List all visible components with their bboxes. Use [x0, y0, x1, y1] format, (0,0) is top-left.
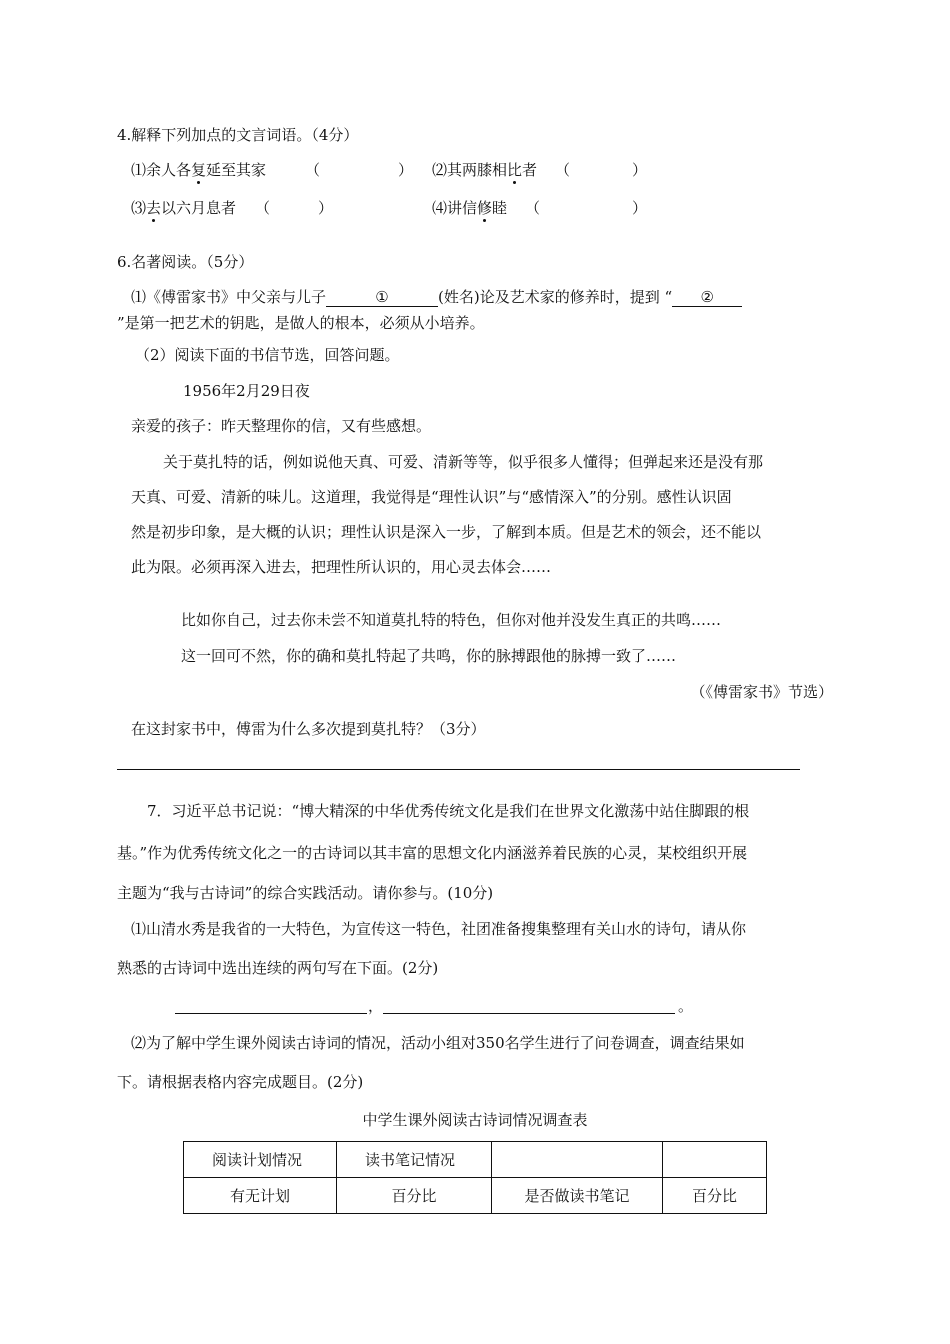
q6-part1-line2: ”是第一把艺术的钥匙，是做人的根本，必须从小培养。 — [117, 314, 485, 332]
table-cell: 百分比 — [337, 1178, 492, 1214]
q4-heading: 4.解释下列加点的文言词语。（4分） — [117, 126, 359, 144]
table-cell: 是否做读书笔记 — [492, 1178, 663, 1214]
q7-sub1-line: 熟悉的古诗词中选出连续的两句写在下面。(2分) — [117, 959, 439, 977]
q6-part2-prompt: （2）阅读下面的书信节选，回答问题。 — [135, 346, 400, 364]
letter-line: 天真、可爱、清新的味儿。这道理，我觉得是“理性认识”与“感情深入”的分别。感性认识固 — [131, 488, 732, 506]
q7-intro-line: 7．习近平总书记说：“博大精深的中华优秀传统文化是我们在世界文化激荡中站住脚跟的根 — [147, 802, 750, 820]
table-cell[interactable] — [663, 1142, 767, 1178]
q6-part1-line1: ⑴《傅雷家书》中父亲与儿子 ① (姓名)论及艺术家的修养时，提到 “ ② — [131, 287, 742, 307]
q4-item-1: ⑴余人各复延至其家 — [131, 161, 267, 179]
q6-question: 在这封家书中，傅雷为什么多次提到莫扎特？（3分） — [131, 720, 486, 738]
q4-item-4-paren-open: （ — [525, 199, 541, 217]
q4-item-2-paren-open: （ — [555, 161, 571, 179]
letter-para-3: 这一回可不然，你的确和莫扎特起了共鸣，你的脉搏跟他的脉搏一致了…… — [181, 647, 677, 665]
q7-intro-line: 基。”作为优秀传统文化之一的古诗词以其丰富的思想文化内涵滋养着民族的心灵，某校组织开展 — [117, 844, 748, 862]
answer-blank-1[interactable]: ① — [326, 288, 438, 307]
q4-item-4-paren-close: ） — [632, 199, 648, 217]
letter-greeting: 亲爱的孩子：昨天整理你的信，又有些感想。 — [131, 417, 432, 435]
q7-sub2-line: ⑵为了解中学生课外阅读古诗词的情况，活动小组对350名学生进行了问卷调查，调查结果如 — [131, 1034, 745, 1052]
emphasis-dot-char: 复 — [191, 161, 207, 179]
letter-line: 此为限。必须再深入进去，把理性所认识的，用心灵去体会…… — [131, 558, 552, 576]
emphasis-dot-char: 比 — [507, 161, 523, 179]
table-row — [184, 1178, 767, 1214]
answer-line-q6[interactable] — [117, 769, 800, 770]
q4-item-3: ⑶去以六月息者 — [131, 199, 237, 217]
q7-intro-line: 主题为“我与古诗词”的综合实践活动。请你参与。(10分) — [117, 884, 494, 902]
answer-blank-2[interactable]: ② — [672, 288, 742, 307]
q4-item-3-paren-close: ） — [318, 199, 334, 217]
q7-sub1-line: ⑴山清水秀是我省的一大特色，为宣传这一特色，社团准备搜集整理有关山水的诗句，请从你 — [131, 920, 747, 938]
q4-item-2-paren-close: ） — [632, 161, 648, 179]
period: 。 — [678, 997, 694, 1015]
q4-item-2: ⑵其两膝相比者 — [432, 161, 538, 179]
emphasis-dot-char: 去 — [146, 199, 162, 217]
letter-para-2: 比如你自己，过去你未尝不知道莫扎特的特色，但你对他并没发生真正的共鸣…… — [181, 611, 722, 629]
q7-sub2-line: 下。请根据表格内容完成题目。(2分) — [117, 1073, 364, 1091]
emphasis-dot-char: 修 — [477, 199, 493, 217]
letter-line: 然是初步印象，是大概的认识；理性认识是深入一步，了解到本质。但是艺术的领会，还不能以 — [131, 523, 762, 541]
survey-table — [183, 1141, 767, 1214]
letter-source: （《傅雷家书》节选） — [690, 683, 833, 701]
table-cell: 有无计划 — [184, 1178, 337, 1214]
comma: ， — [368, 997, 384, 1015]
q4-item-3-paren-open: （ — [255, 199, 271, 217]
q4-item-1-paren-open: （ — [305, 161, 321, 179]
table-cell: 读书笔记情况 — [337, 1142, 492, 1178]
table-cell[interactable] — [492, 1142, 663, 1178]
table-title: 中学生课外阅读古诗词情况调查表 — [362, 1111, 588, 1129]
table-row — [184, 1142, 767, 1178]
answer-line-poem-2[interactable] — [383, 1013, 675, 1014]
q6-heading: 6.名著阅读。（5分） — [117, 253, 254, 271]
answer-line-poem-1[interactable] — [175, 1013, 367, 1014]
table-cell: 百分比 — [663, 1178, 767, 1214]
table-cell: 阅读计划情况 — [184, 1142, 337, 1178]
letter-date: 1956年2月29日夜 — [183, 382, 310, 400]
letter-line: 关于莫扎特的话，例如说他天真、可爱、清新等等，似乎很多人懂得；但弹起来还是没有那 — [163, 453, 764, 471]
q4-item-4: ⑷讲信修睦 — [432, 199, 508, 217]
q4-item-1-paren-close: ） — [398, 161, 414, 179]
